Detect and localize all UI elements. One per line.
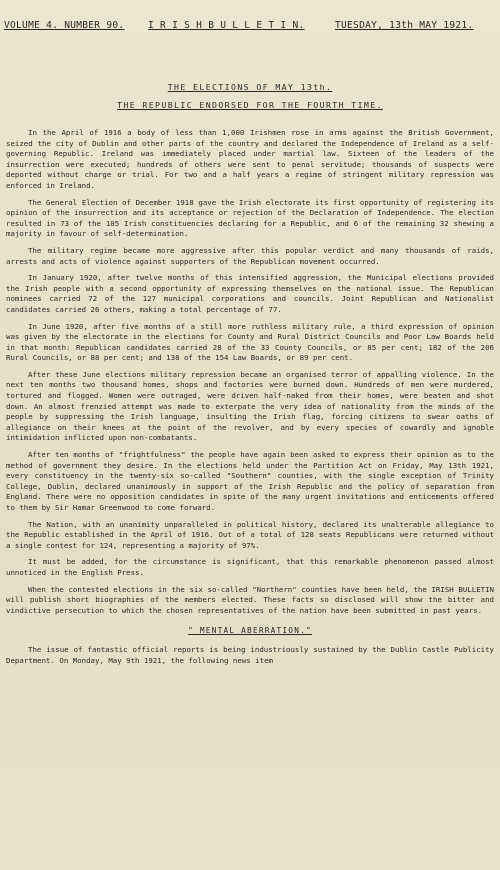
paragraph: The issue of fantastic official reports is being industriously sustained by the Dublin Castle Publicity Department. On Monday, May 9th 1921, the following news item xyxy=(6,644,494,665)
issue-date: TUESDAY, 13th MAY 1921. xyxy=(335,20,474,31)
paragraph: In January 1920, after twelve months of this intensified aggression, the Municipal elections provided the Irish people with a second opportunity of expressing themselves on the national issue. The Republican nominees carried 72 of the 127 municipal corporations and councils. Joint Republican and Nationalist candidates carried 26 others, making a total percentage of 77. xyxy=(6,273,494,314)
heading-republic-endorsed: THE REPUBLIC ENDORSED FOR THE FOURTH TIME. xyxy=(117,100,383,110)
article-body xyxy=(6,128,494,672)
volume-number: VOLUME 4. NUMBER 90. xyxy=(4,20,125,31)
paragraph: After these June elections military repression became an organised terror of appalling violence. In the next ten months two thousand homes, shops and factories were burned down. Hundreds of men were murdered, tortured and flogged. Women were outraged, were driven half-naked from their homes, were beaten and shot down. An almost frenzied attempt was made to exterpate the very idea of nationality from the minds of the people by suppressing the Irish language, insulting the Irish flag, forcing citizens to swear oaths of allegiance on their knees at the point of the revolver, and by every species of cowardly and ignoble intimidation inflicted upon non-combatants. xyxy=(6,369,494,443)
paragraph: It must be added, for the circumstance is significant, that this remarkable phenomenon passed almost unnoticed in the English Press. xyxy=(6,557,494,577)
bulletin-title: I R I S H B U L L E T I N. xyxy=(148,20,305,31)
paragraph: The military regime became more aggressive after this popular verdict and many thousands of raids, arrests and acts of violence against supporters of the Republican movement occurred. xyxy=(6,245,494,266)
paragraph: The General Election of December 1918 gave the Irish electorate its first opportunity of registering its opinion of the insurrection and its acceptance or rejection of the Declaration of Independence. The election resulted in 73 of the 105 Irish constituencies declaring for a Republic, and 6 of the remaining 32 shewing a majority in favour of self-determination. xyxy=(6,197,494,239)
heading-elections: THE ELECTIONS OF MAY 13th. xyxy=(167,82,333,92)
paragraph: After ten months of "frightfulness" the people have again been asked to express their opinion as to the method of government they desire. In the elections held under the Partition Act on Friday, May 13th 1921, every constituency in the twenty-six so-called "Southern" counties, with the single exception of Trinity College, Dublin, declared unanimously in support of the Irish Republic and the policy of separation from England. There were no opposition candidates in spite of the many urgent invitations and enticements offered to them by Sir Hamar Greenwood to come forward. xyxy=(6,450,494,512)
paragraph: In the April of 1916 a body of less than 1,000 Irishmen rose in arms against the British Government, seized the city of Dublin and other parts of the country and declared the Independence of Ireland as a self-governing Republic. Ireland was immediately placed under martial law. Sixteen of the leaders of the insurrection were executed; hundreds of others were sent to penal servitude; thousands of suspects were deported without charge or trial. For two and a half years a regime of stringent military repression was enforced in Ireland. xyxy=(6,128,494,190)
section-title-mental-aberration: " MENTAL ABERRATION." xyxy=(188,626,312,636)
paragraph: The Nation, with an unanimity unparalleled in political history, declared its unalterable allegiance to the Republic established in the April of 1916. Out of a total of 128 seats Republicans were returned without a single contest for 124, representing a majority of 97%. xyxy=(6,519,494,550)
paragraph: In June 1920, after five months of a still more ruthless military rule, a third expression of opinion was given by the electorate in the elections for County and Rural District Councils and Poor Law Boards held in that month: Republican candidates carried 28 of the 33 County Councils, or 85 per cent; 182 of the 206 Rural Councils, or 88 per cent; and 138 of the 154 Law Boards, or 89 per cent. xyxy=(6,321,494,363)
paragraph: When the contested elections in the six so-called "Northern" counties have been held, the IRISH BULLETIN will publish short biographies of the members elected. These facts so disclosed will show the bitter and vindictive persecution to which the chosen representatives of the nation have been submitted in past years. xyxy=(6,584,494,615)
